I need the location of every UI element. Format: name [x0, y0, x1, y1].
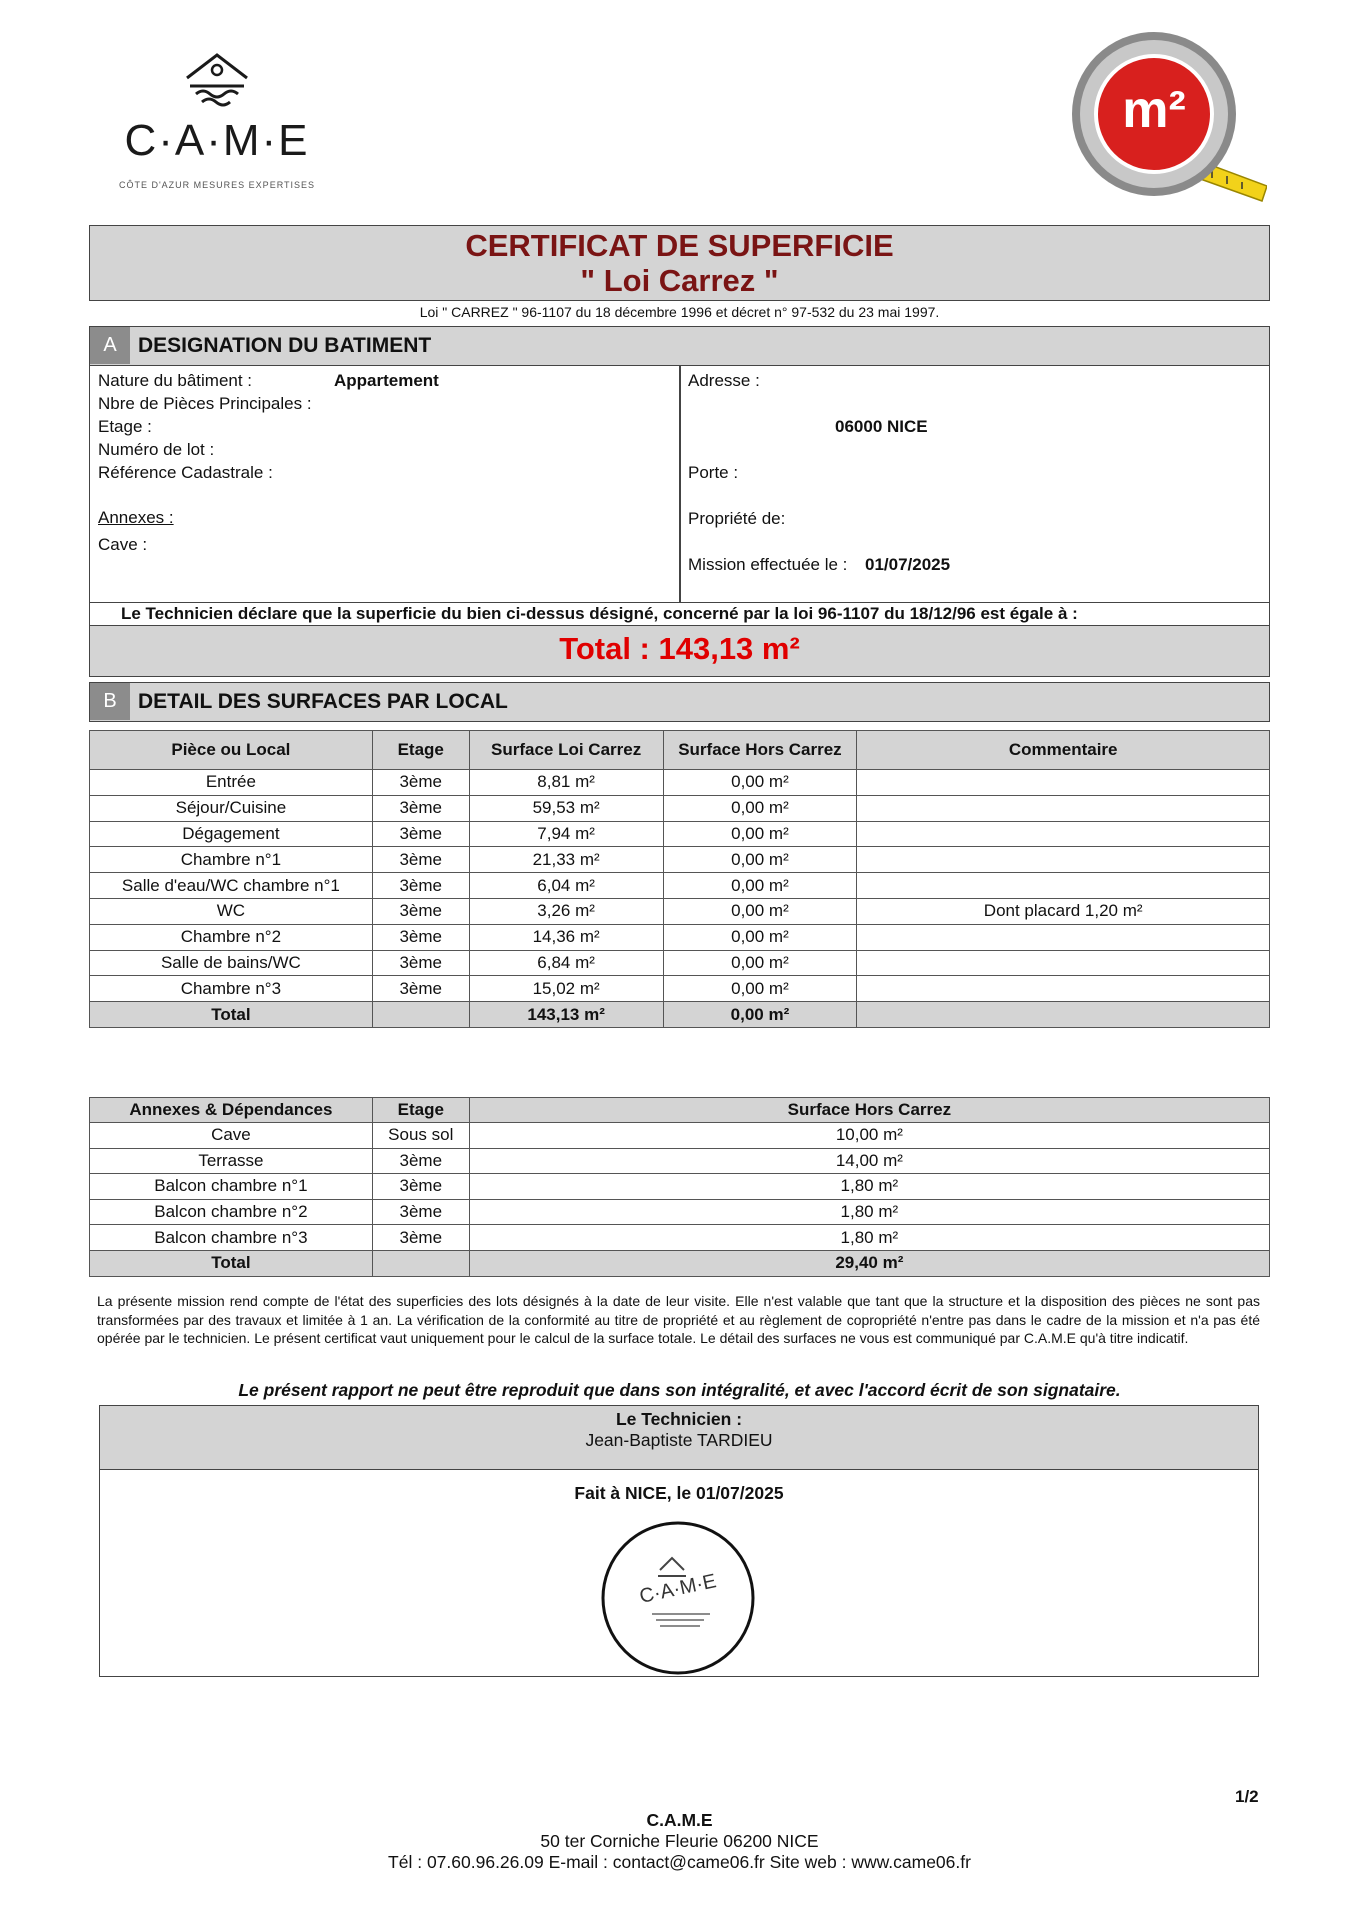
- page-number: 1/2: [1235, 1787, 1259, 1806]
- law-reference: Loi " CARREZ " 96-1107 du 18 décembre 1996 et décret n° 97-532 du 23 mai 1997.: [419, 304, 940, 320]
- certificate-title: CERTIFICAT DE SUPERFICIE: [465, 228, 894, 263]
- section-a-header: [89, 326, 1270, 366]
- section-letter: B: [90, 683, 130, 720]
- table-cell: Salle de bains/WC: [90, 950, 373, 976]
- table-header-row: [90, 731, 1270, 770]
- table-row: [90, 1199, 1270, 1225]
- table-cell: Chambre n°3: [90, 976, 373, 1002]
- mission-date: 01/07/2025: [865, 555, 951, 574]
- col-header: Surface Loi Carrez: [469, 731, 663, 770]
- table-row: [90, 924, 1270, 950]
- section-title: DETAIL DES SURFACES PAR LOCAL: [138, 690, 508, 713]
- table-cell: Chambre n°2: [90, 924, 373, 950]
- table-row: [90, 1225, 1270, 1251]
- total-cell: Total: [90, 1002, 373, 1028]
- signature-box: [99, 1469, 1259, 1677]
- disclaimer-text: La présente mission rend compte de l'état des superficies des lots désignés à la date de leur visite. Elle n'est valable que tant que la structure et la disposition des pièces ne sont pas transformées par des travaux et limitée à 1 an. La vérification de la conformité au titre de propriété et au règlement de copropriété n'entre pas dans le cadre de la mission et n'a pas été opérée par le technicien. Le présent certificat vaut uniquement pour le calcul de la surface totale. Le détail des surfaces ne vous est communiqué par C.A.M.E qu'à titre indicatif.: [97, 1293, 1260, 1346]
- table-cell: Cave: [90, 1123, 373, 1149]
- footer-company: C.A.M.E: [646, 1810, 713, 1830]
- table-cell: 3ème: [372, 1199, 469, 1225]
- table-cell: 0,00 m²: [663, 821, 857, 847]
- company-logo: [92, 50, 342, 200]
- col-header: Surface Hors Carrez: [663, 731, 857, 770]
- table-cell: 14,36 m²: [469, 924, 663, 950]
- total-cell: [372, 1002, 469, 1028]
- table-cell: [857, 770, 1270, 796]
- table-cell: [857, 924, 1270, 950]
- table-cell: 59,53 m²: [469, 795, 663, 821]
- footer: [89, 1810, 1270, 1873]
- col-header: Etage: [372, 731, 469, 770]
- table-cell: 3ème: [372, 873, 469, 899]
- table-cell: 10,00 m²: [469, 1123, 1269, 1149]
- table-row: [90, 847, 1270, 873]
- rooms-table: [89, 730, 1270, 1028]
- nature-label: Nature du bâtiment :: [98, 371, 253, 390]
- pieces-label: Nbre de Pièces Principales :: [98, 394, 312, 413]
- total-cell: 143,13 m²: [469, 1002, 663, 1028]
- footer-address: 50 ter Corniche Fleurie 06200 NICE: [540, 1831, 819, 1851]
- annexes-table: [89, 1097, 1270, 1277]
- table-cell: 3ème: [372, 950, 469, 976]
- table-row: [90, 1148, 1270, 1174]
- table-cell: 0,00 m²: [663, 950, 857, 976]
- table-cell: Salle d'eau/WC chambre n°1: [90, 873, 373, 899]
- cave-label: Cave :: [98, 535, 148, 554]
- building-designation: [89, 365, 1270, 603]
- cadastre-label: Référence Cadastrale :: [98, 463, 273, 482]
- column-divider: [679, 366, 681, 602]
- table-cell: Sous sol: [372, 1123, 469, 1149]
- table-row: [90, 950, 1270, 976]
- tape-label: m²: [1122, 81, 1186, 139]
- adresse-label: Adresse :: [688, 371, 760, 390]
- annexes-label: Annexes :: [98, 508, 174, 527]
- certificate-title-box: [89, 225, 1270, 301]
- table-row: [90, 770, 1270, 796]
- table-header-row: [90, 1098, 1270, 1123]
- technician-name: Jean-Baptiste TARDIEU: [585, 1430, 773, 1450]
- table-cell: Séjour/Cuisine: [90, 795, 373, 821]
- table-cell: Dont placard 1,20 m²: [857, 898, 1270, 924]
- declaration-text: Le Technicien déclare que la superficie du bien ci-dessus désigné, concerné par la loi 96-1107 du 18/12/96 est égale à :: [121, 604, 1078, 623]
- total-cell: 0,00 m²: [663, 1002, 857, 1028]
- total-cell: 29,40 m²: [469, 1250, 1269, 1276]
- table-row: [90, 976, 1270, 1002]
- table-cell: 0,00 m²: [663, 873, 857, 899]
- technician-box: [99, 1405, 1259, 1470]
- stamp-text: C·A·M·E: [637, 1570, 719, 1608]
- mission-label: Mission effectuée le :: [688, 555, 848, 574]
- table-cell: 3ème: [372, 821, 469, 847]
- table-cell: 0,00 m²: [663, 795, 857, 821]
- table-cell: [857, 821, 1270, 847]
- table-cell: 0,00 m²: [663, 924, 857, 950]
- table-cell: 1,80 m²: [469, 1174, 1269, 1200]
- table-cell: 0,00 m²: [663, 847, 857, 873]
- table-cell: Entrée: [90, 770, 373, 796]
- made-at: Fait à NICE, le 01/07/2025: [574, 1483, 784, 1503]
- adresse-city: 06000 NICE: [835, 417, 928, 436]
- table-cell: WC: [90, 898, 373, 924]
- lot-label: Numéro de lot :: [98, 440, 215, 459]
- table-total-row: [90, 1250, 1270, 1276]
- table-cell: 14,00 m²: [469, 1148, 1269, 1174]
- table-cell: Balcon chambre n°3: [90, 1225, 373, 1251]
- col-header: Surface Hors Carrez: [469, 1098, 1269, 1123]
- table-cell: Balcon chambre n°2: [90, 1199, 373, 1225]
- section-letter: A: [90, 327, 130, 364]
- table-cell: 3ème: [372, 795, 469, 821]
- logo-tagline: CÔTE D'AZUR MESURES EXPERTISES: [118, 180, 316, 190]
- table-cell: 0,00 m²: [663, 976, 857, 1002]
- table-cell: 1,80 m²: [469, 1199, 1269, 1225]
- table-cell: 3ème: [372, 847, 469, 873]
- table-row: [90, 873, 1270, 899]
- table-cell: 8,81 m²: [469, 770, 663, 796]
- certificate-subtitle: " Loi Carrez ": [580, 263, 779, 298]
- table-cell: 0,00 m²: [663, 770, 857, 796]
- etage-label: Etage :: [98, 417, 152, 436]
- tape-measure-icon: [1062, 26, 1267, 216]
- table-cell: 3ème: [372, 1148, 469, 1174]
- nature-value: Appartement: [334, 371, 439, 390]
- table-row: [90, 1123, 1270, 1149]
- table-row: [90, 1174, 1270, 1200]
- table-cell: 7,94 m²: [469, 821, 663, 847]
- technician-label: Le Technicien :: [615, 1409, 743, 1429]
- table-cell: 0,00 m²: [663, 898, 857, 924]
- table-cell: 1,80 m²: [469, 1225, 1269, 1251]
- table-cell: Chambre n°1: [90, 847, 373, 873]
- table-cell: 3,26 m²: [469, 898, 663, 924]
- table-cell: 3ème: [372, 1174, 469, 1200]
- table-cell: 15,02 m²: [469, 976, 663, 1002]
- porte-label: Porte :: [688, 463, 739, 482]
- col-header: Annexes & Dépendances: [90, 1098, 373, 1123]
- house-wave-icon: [92, 50, 342, 120]
- table-total-row: [90, 1002, 1270, 1028]
- total-cell: Total: [90, 1250, 373, 1276]
- table-cell: [857, 795, 1270, 821]
- table-row: [90, 821, 1270, 847]
- table-cell: [857, 847, 1270, 873]
- company-stamp: [600, 1520, 756, 1676]
- total-surface: Total : 143,13 m²: [559, 631, 800, 666]
- table-cell: Dégagement: [90, 821, 373, 847]
- reproduction-note: Le présent rapport ne peut être reproduit que dans son intégralité, et avec l'accord écrit de son signataire.: [238, 1380, 1121, 1400]
- section-b-header: [89, 682, 1270, 722]
- col-header: Etage: [372, 1098, 469, 1123]
- table-cell: [857, 873, 1270, 899]
- table-cell: 6,84 m²: [469, 950, 663, 976]
- table-cell: 3ème: [372, 976, 469, 1002]
- logo-wordmark: C·A·M·E: [124, 116, 310, 165]
- col-header: Commentaire: [857, 731, 1270, 770]
- table-cell: 6,04 m²: [469, 873, 663, 899]
- table-cell: 21,33 m²: [469, 847, 663, 873]
- footer-contact: Tél : 07.60.96.26.09 E-mail : contact@came06.fr Site web : www.came06.fr: [388, 1852, 971, 1872]
- table-cell: Terrasse: [90, 1148, 373, 1174]
- propriete-label: Propriété de:: [688, 509, 786, 528]
- section-title: DESIGNATION DU BATIMENT: [138, 334, 432, 357]
- total-cell: [857, 1002, 1270, 1028]
- table-row: [90, 795, 1270, 821]
- table-cell: [857, 976, 1270, 1002]
- table-cell: 3ème: [372, 898, 469, 924]
- total-cell: [372, 1250, 469, 1276]
- col-header: Pièce ou Local: [90, 731, 373, 770]
- table-cell: 3ème: [372, 1225, 469, 1251]
- table-cell: Balcon chambre n°1: [90, 1174, 373, 1200]
- table-cell: [857, 950, 1270, 976]
- table-cell: 3ème: [372, 924, 469, 950]
- table-cell: 3ème: [372, 770, 469, 796]
- table-row: [90, 898, 1270, 924]
